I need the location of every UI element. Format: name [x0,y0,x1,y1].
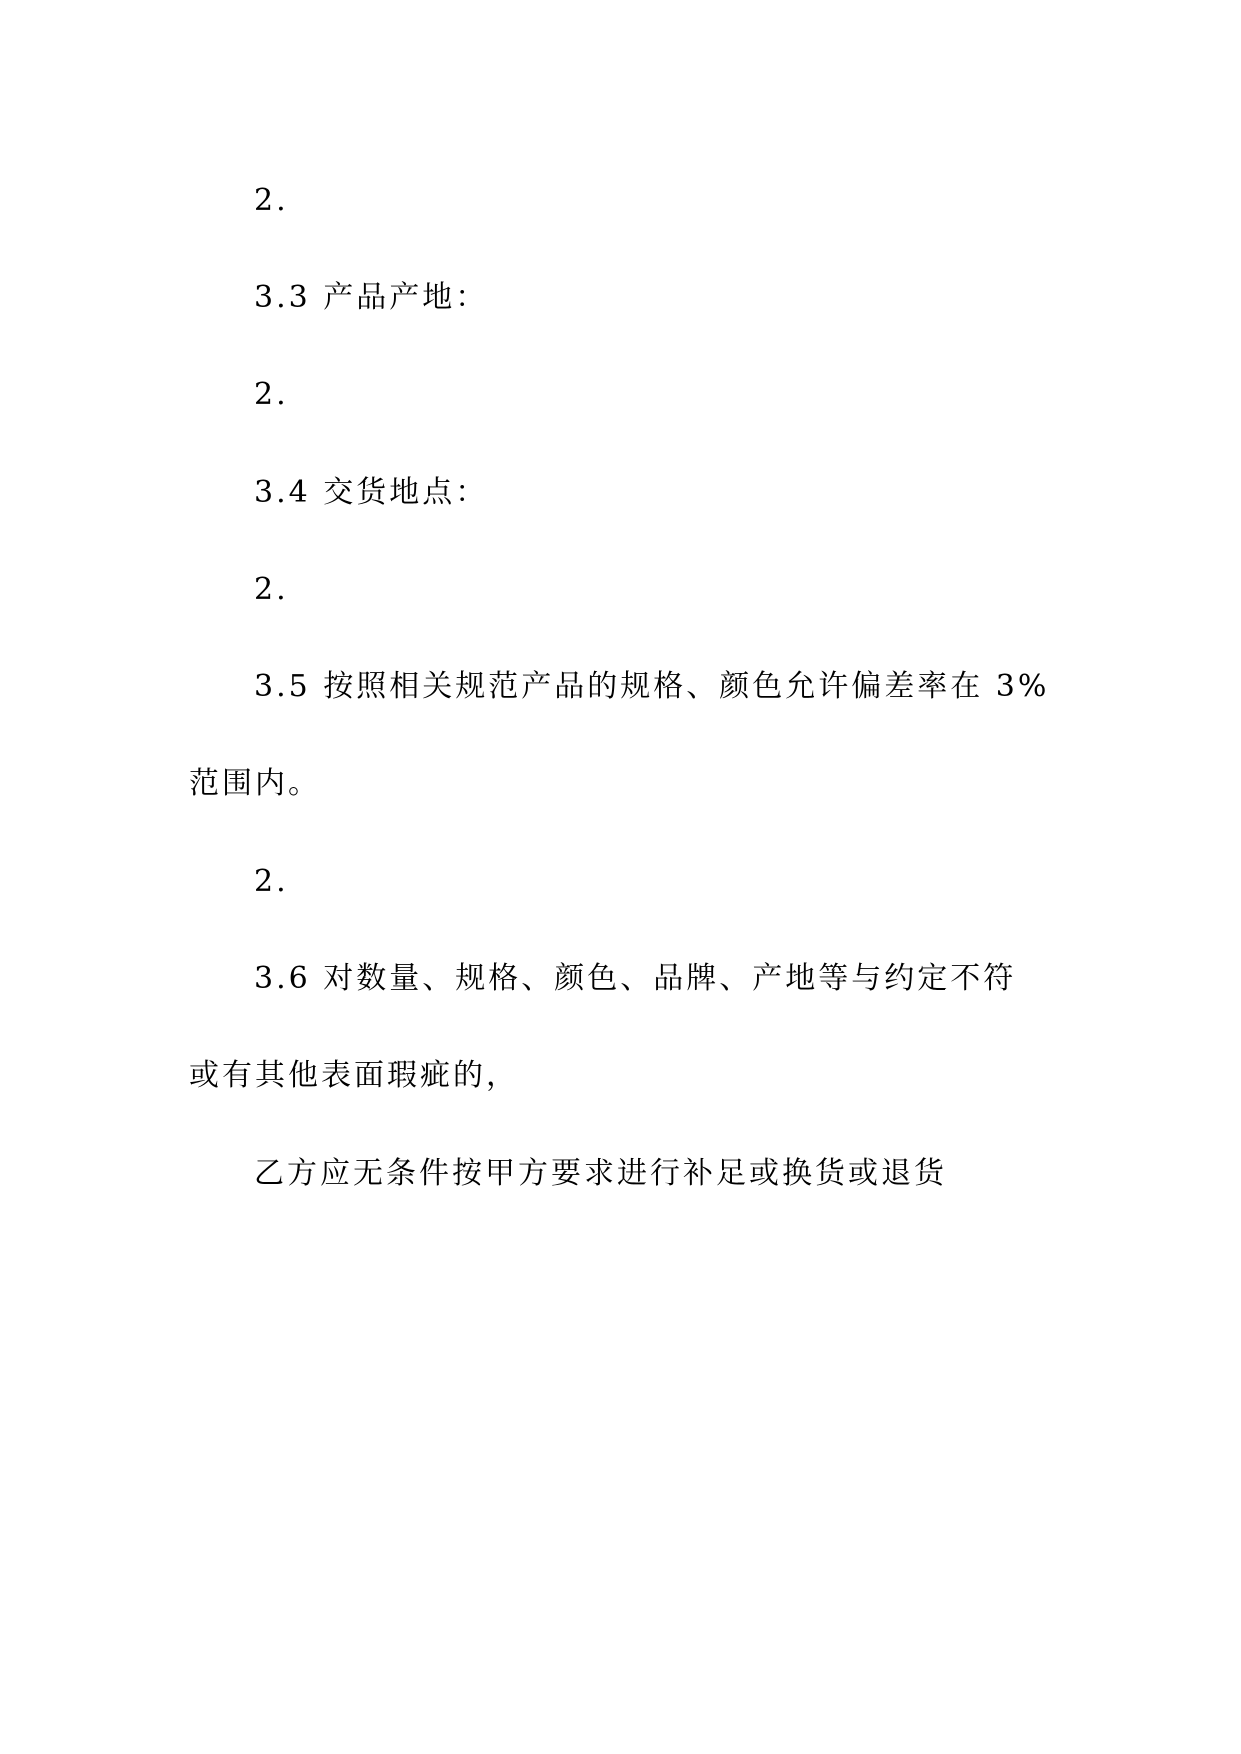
clause-3-4-delivery-location: 3.4 交货地点： [254,475,489,510]
paragraph-marker: 2. [254,864,289,899]
clause-3-6-remedy: 乙方应无条件按甲方要求进行补足或换货或退货 [254,1156,947,1191]
clause-3-5-tolerance: 3.5 按照相关规范产品的规格、颜色允许偏差率在 3% [254,669,1050,704]
clause-3-3-product-origin: 3.3 产品产地： [254,280,489,315]
paragraph-marker: 2. [254,572,289,607]
paragraph-marker: 2. [254,377,289,412]
clause-3-6-nonconformity: 3.6 对数量、规格、颜色、品牌、产地等与约定不符 [254,961,1017,996]
paragraph-marker: 2. [254,183,289,218]
clause-3-5-continuation: 范围内。 [189,766,321,801]
clause-3-6-continuation: 或有其他表面瑕疵的， [189,1058,519,1093]
